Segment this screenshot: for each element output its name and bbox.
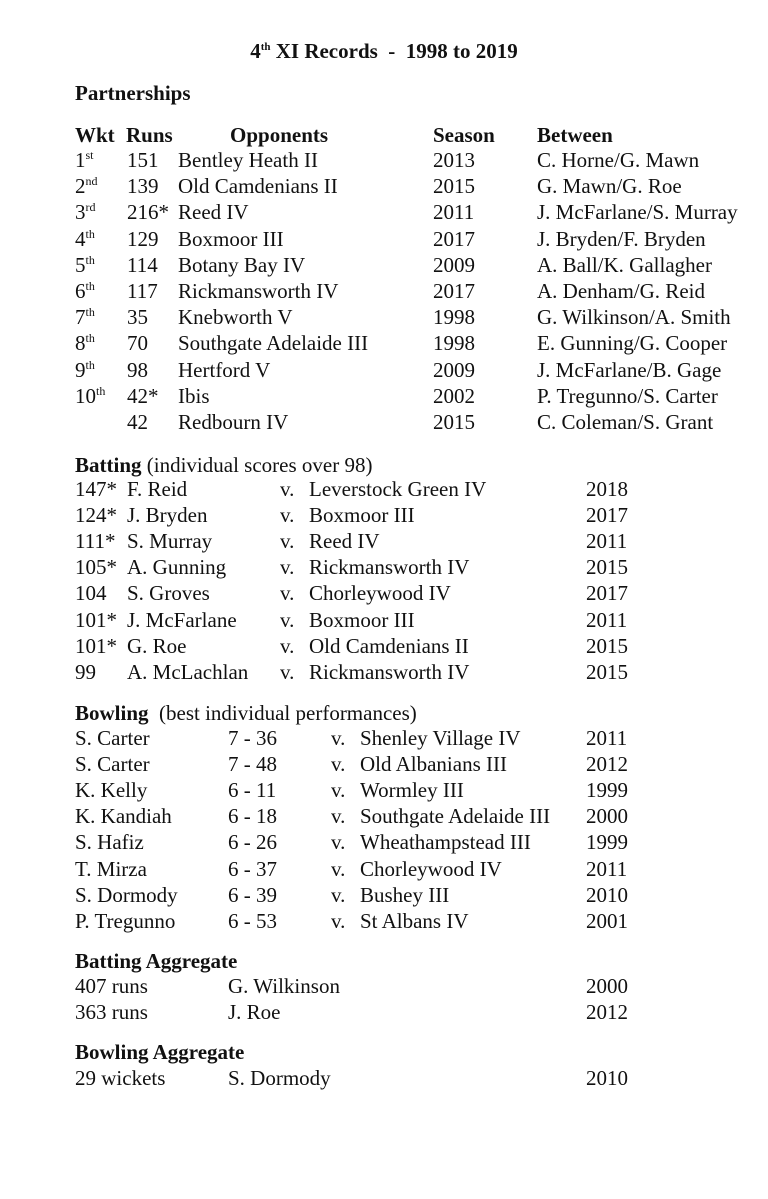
wicket-suffix: th — [85, 252, 95, 267]
player-cell: S. Murray — [127, 529, 213, 554]
runs-cell: 139 — [127, 174, 159, 199]
opponents-cell: Boxmoor III — [178, 226, 284, 251]
versus-cell: v. — [280, 503, 295, 528]
batting-aggregate-heading: Batting Aggregate — [75, 949, 238, 973]
between-cell: C. Coleman/S. Grant — [537, 410, 714, 434]
figures-cell: 6 - 53 — [228, 908, 277, 933]
year-cell: 2011 — [586, 607, 628, 632]
runs-cell: 114 — [127, 252, 158, 277]
title-ordinal: 4 — [250, 39, 261, 63]
runs-cell: 35 — [127, 305, 148, 330]
score-cell: 104 — [75, 581, 107, 606]
opponents-cell: Bentley Heath II — [178, 148, 318, 172]
bowling-heading: Bowling — [75, 701, 149, 725]
wicket-cell — [75, 304, 95, 330]
season-cell: 2015 — [433, 174, 475, 199]
title-ordinal-suffix: th — [260, 41, 271, 53]
figures-cell: 6 - 26 — [228, 830, 277, 855]
title-text: XI Records - 1998 to 2019 — [270, 39, 518, 63]
player-cell: A. McLachlan — [127, 659, 249, 684]
season-cell: 2017 — [433, 279, 475, 303]
wicket-cell — [75, 226, 95, 252]
opponents-cell: Knebworth V — [178, 305, 293, 330]
year-cell: 2017 — [586, 581, 628, 606]
wicket-suffix: st — [85, 148, 94, 162]
between-cell: J. McFarlane/B. Gage — [537, 357, 722, 382]
wicket-number: 9 — [75, 357, 86, 382]
runs-cell: 98 — [127, 357, 148, 382]
col-season-header: Season — [433, 123, 495, 147]
batting-heading: Batting — [75, 453, 142, 477]
opponent-cell: Boxmoor III — [309, 503, 415, 528]
wicket-cell — [75, 252, 95, 278]
player-cell: S. Groves — [127, 581, 210, 606]
opponents-cell: Ibis — [178, 383, 210, 408]
year-cell: 1999 — [586, 830, 628, 855]
player-cell: K. Kelly — [75, 778, 148, 803]
year-cell: 2018 — [586, 477, 628, 501]
wicket-cell — [75, 330, 95, 356]
player-cell: F. Reid — [127, 477, 188, 501]
year-cell: 2011 — [586, 856, 628, 881]
wicket-number: 4 — [75, 226, 86, 251]
player-cell: S. Carter — [75, 726, 150, 750]
player-cell: J. McFarlane — [127, 607, 237, 632]
wicket-cell — [75, 383, 105, 409]
player-cell: G. Wilkinson — [228, 974, 340, 998]
season-cell: 1998 — [433, 305, 475, 330]
opponent-cell: Leverstock Green IV — [309, 477, 487, 501]
season-cell: 2013 — [433, 148, 475, 172]
versus-cell: v. — [331, 856, 346, 881]
wicket-number: 1 — [75, 148, 86, 172]
opponent-cell: Bushey III — [360, 882, 450, 907]
score-cell: 101* — [75, 633, 117, 658]
wicket-number: 7 — [75, 305, 86, 330]
wicket-cell — [75, 173, 98, 199]
year-cell: 2000 — [586, 974, 628, 998]
year-cell: 2012 — [586, 752, 628, 777]
versus-cell: v. — [331, 778, 346, 803]
versus-cell: v. — [331, 752, 346, 777]
year-cell: 2011 — [586, 726, 628, 750]
season-cell: 2002 — [433, 383, 475, 408]
total-cell: 407 runs — [75, 974, 148, 998]
score-cell: 147* — [75, 477, 117, 501]
season-cell: 2017 — [433, 226, 475, 251]
score-cell: 124* — [75, 503, 117, 528]
season-cell: 2009 — [433, 252, 475, 277]
player-cell: P. Tregunno — [75, 908, 176, 933]
player-cell: S. Dormody — [228, 1066, 331, 1090]
between-cell: J. Bryden/F. Bryden — [537, 226, 706, 251]
figures-cell: 6 - 37 — [228, 856, 277, 881]
runs-cell: 117 — [127, 279, 158, 303]
bowling-heading-line — [75, 700, 417, 726]
versus-cell: v. — [280, 555, 295, 580]
opponent-cell: Wormley III — [360, 778, 464, 803]
wicket-cell — [75, 147, 94, 173]
year-cell: 2017 — [586, 503, 628, 528]
figures-cell: 6 - 11 — [228, 778, 277, 803]
wicket-suffix: rd — [85, 200, 96, 215]
wicket-suffix: th — [96, 383, 106, 398]
versus-cell: v. — [331, 804, 346, 829]
season-cell: 2011 — [433, 200, 475, 225]
between-cell: G. Mawn/G. Roe — [537, 174, 682, 199]
opponents-cell: Botany Bay IV — [178, 252, 306, 277]
wicket-suffix: th — [85, 279, 95, 293]
player-cell: J. Bryden — [127, 503, 208, 528]
wicket-number: 2 — [75, 174, 86, 199]
opponent-cell: Old Camdenians II — [309, 633, 469, 658]
opponents-cell: Hertford V — [178, 357, 271, 382]
versus-cell: v. — [331, 830, 346, 855]
opponents-cell: Old Camdenians II — [178, 174, 338, 199]
versus-cell: v. — [280, 607, 295, 632]
year-cell: 2015 — [586, 555, 628, 580]
year-cell: 2001 — [586, 908, 628, 933]
wicket-suffix: th — [85, 305, 95, 320]
wicket-suffix: th — [85, 226, 95, 241]
season-cell: 2015 — [433, 410, 475, 434]
figures-cell: 7 - 36 — [228, 726, 277, 750]
partnerships-heading: Partnerships — [75, 81, 191, 105]
between-cell: J. McFarlane/S. Murray — [537, 200, 738, 225]
bowling-subheading: (best individual performances) — [148, 701, 417, 725]
player-cell: G. Roe — [127, 633, 187, 658]
runs-cell: 42* — [127, 383, 159, 408]
runs-cell: 216* — [127, 200, 169, 225]
wicket-suffix: nd — [85, 174, 98, 189]
opponent-cell: Old Albanians III — [360, 752, 507, 777]
year-cell: 2010 — [586, 1066, 628, 1090]
season-cell: 1998 — [433, 331, 475, 356]
versus-cell: v. — [331, 726, 346, 750]
year-cell: 2012 — [586, 1000, 628, 1024]
total-cell: 363 runs — [75, 1000, 148, 1024]
opponent-cell: St Albans IV — [360, 908, 469, 933]
figures-cell: 6 - 39 — [228, 882, 277, 907]
col-between-header: Between — [537, 123, 613, 147]
score-cell: 111* — [75, 529, 116, 554]
wicket-cell — [75, 357, 95, 383]
total-cell: 29 wickets — [75, 1066, 166, 1090]
opponent-cell: Southgate Adelaide III — [360, 804, 551, 829]
between-cell: C. Horne/G. Mawn — [537, 148, 700, 172]
opponents-cell: Southgate Adelaide III — [178, 331, 369, 356]
wicket-suffix: th — [85, 331, 95, 346]
player-cell: K. Kandiah — [75, 804, 172, 829]
versus-cell: v. — [280, 633, 295, 658]
year-cell: 2011 — [586, 529, 628, 554]
runs-cell: 151 — [127, 148, 159, 172]
opponents-cell: Redbourn IV — [178, 410, 289, 434]
year-cell: 2015 — [586, 659, 628, 684]
versus-cell: v. — [280, 659, 295, 684]
wicket-number: 5 — [75, 252, 86, 277]
wicket-number: 10 — [75, 383, 96, 408]
opponent-cell: Shenley Village IV — [360, 726, 521, 750]
player-cell: S. Dormody — [75, 882, 178, 907]
wicket-number: 6 — [75, 279, 86, 303]
opponents-cell: Reed IV — [178, 200, 249, 225]
runs-cell: 42 — [127, 410, 148, 434]
opponent-cell: Boxmoor III — [309, 607, 415, 632]
wicket-number: 3 — [75, 200, 86, 225]
between-cell: E. Gunning/G. Cooper — [537, 331, 728, 356]
wicket-number: 8 — [75, 331, 86, 356]
between-cell: A. Ball/K. Gallagher — [537, 252, 712, 277]
between-cell: G. Wilkinson/A. Smith — [537, 305, 731, 330]
opponent-cell: Rickmansworth IV — [309, 659, 470, 684]
year-cell: 1999 — [586, 778, 628, 803]
opponent-cell: Chorleywood IV — [360, 856, 502, 881]
season-cell: 2009 — [433, 357, 475, 382]
wicket-cell — [75, 199, 96, 225]
col-runs-header: Runs — [126, 123, 173, 147]
versus-cell: v. — [280, 477, 295, 501]
score-cell: 101* — [75, 607, 117, 632]
opponent-cell: Reed IV — [309, 529, 380, 554]
opponents-cell: Rickmansworth IV — [178, 279, 339, 303]
batting-subheading: (individual scores over 98) — [141, 453, 373, 477]
player-cell: A. Gunning — [127, 555, 227, 580]
score-cell: 99 — [75, 659, 96, 684]
between-cell: P. Tregunno/S. Carter — [537, 383, 718, 408]
versus-cell: v. — [280, 581, 295, 606]
wicket-suffix: th — [85, 357, 95, 372]
wicket-cell — [75, 278, 95, 304]
player-cell: S. Carter — [75, 752, 150, 777]
figures-cell: 6 - 18 — [228, 804, 277, 829]
batting-heading-line — [75, 452, 372, 478]
runs-cell: 70 — [127, 331, 148, 356]
player-cell: J. Roe — [228, 1000, 281, 1024]
player-cell: S. Hafiz — [75, 830, 144, 855]
year-cell: 2000 — [586, 804, 628, 829]
year-cell: 2010 — [586, 882, 628, 907]
runs-cell: 129 — [127, 226, 159, 251]
between-cell: A. Denham/G. Reid — [537, 279, 705, 303]
player-cell: T. Mirza — [75, 856, 147, 881]
opponent-cell: Rickmansworth IV — [309, 555, 470, 580]
versus-cell: v. — [331, 908, 346, 933]
page-title — [0, 38, 768, 64]
year-cell: 2015 — [586, 633, 628, 658]
score-cell: 105* — [75, 555, 117, 580]
versus-cell: v. — [280, 529, 295, 554]
col-opponents-header: Opponents — [230, 123, 329, 147]
col-wkt-header: Wkt — [75, 123, 115, 147]
bowling-aggregate-heading: Bowling Aggregate — [75, 1040, 245, 1064]
versus-cell: v. — [331, 882, 346, 907]
opponent-cell: Wheathampstead III — [360, 830, 531, 855]
opponent-cell: Chorleywood IV — [309, 581, 451, 606]
figures-cell: 7 - 48 — [228, 752, 277, 777]
